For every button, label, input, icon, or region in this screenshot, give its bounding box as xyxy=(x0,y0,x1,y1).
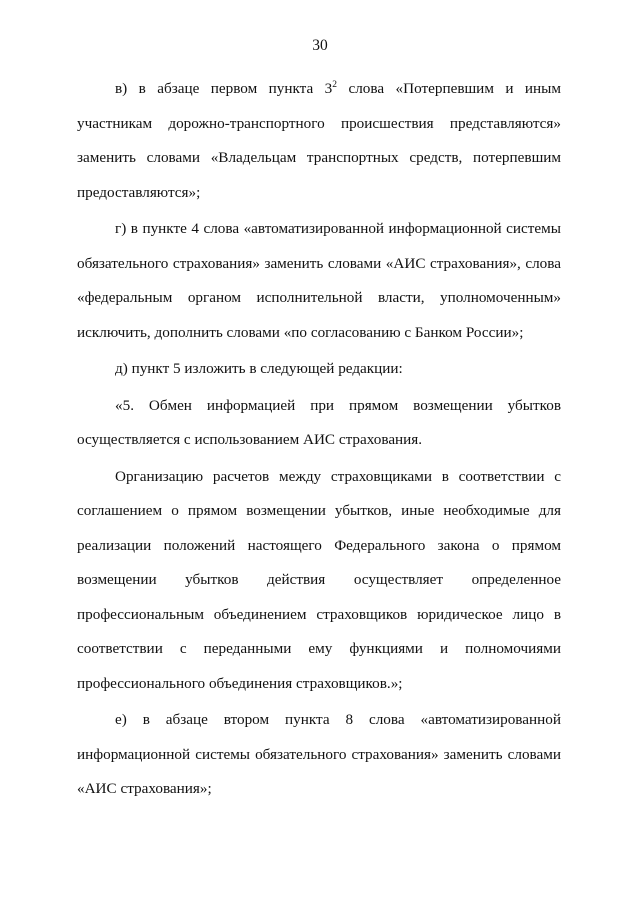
superscript-2: 2 xyxy=(332,79,338,90)
page-number: 30 xyxy=(312,37,328,54)
paragraph-v-text-after: слова «Потерпевшим и иным участникам дорожно-транспортного происшествия представляются» заменить словами «Владельцам транспортных средств, потерпевшим предоставляются»; xyxy=(77,80,561,201)
paragraph-item-5: «5. Обмен информацией при прямом возмещении убытков осуществляется с использованием АИС страхования. xyxy=(77,396,561,448)
paragraph-e: е) в абзаце втором пункта 8 слова «автоматизированной информационной системы обязательного страхования» заменить словами «АИС страхования»; xyxy=(77,711,561,797)
paragraph-g: г) в пункте 4 слова «автоматизированной информационной системы обязательного страхования» заменить словами «АИС страхования», слова «федеральным органом исполнительной власти, уполномоченным» исключить, дополнить словами «по согласованию с Банком России»; xyxy=(77,220,561,341)
paragraph-settlements: Организацию расчетов между страховщиками в соответствии с соглашением о прямом возмещении убытков, иные необходимые для реализации положений настоящего Федерального закона о прямом возмещении убытков действия осуществляет определенное профессиональным объединением страховщиков юридическое лицо в соответствии с переданными ему функциями и полномочиями профессионального объединения страховщиков.»; xyxy=(77,467,561,692)
paragraph-v-text-before: в) в абзаце первом пункта 3 xyxy=(115,80,333,97)
paragraph-v xyxy=(77,72,561,210)
paragraph-d: д) пункт 5 изложить в следующей редакции: xyxy=(115,360,403,377)
document-body xyxy=(77,72,561,809)
